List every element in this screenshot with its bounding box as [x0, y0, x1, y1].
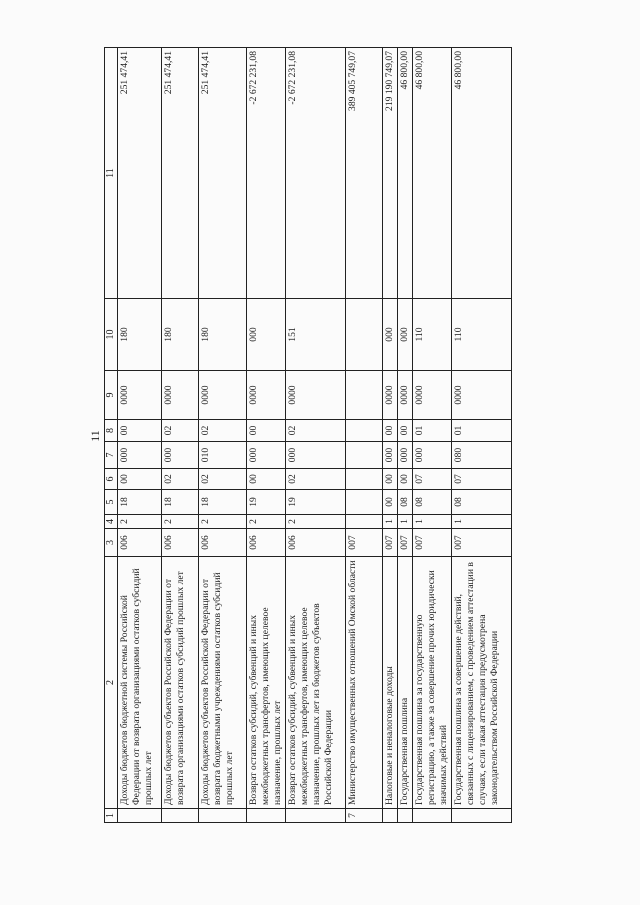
row-name: Доходы бюджетов бюджетной системы Российской Федерации от возврата организациями остатков субсидий прошлых лет — [118, 557, 162, 809]
code-article — [346, 469, 383, 490]
row-name: Доходы бюджетов субъектов Российской Федерации от возврата организациями остатков субсидий прошлых лет — [162, 557, 199, 809]
admin-code: 007 — [452, 529, 512, 557]
row-number — [162, 809, 199, 823]
budget-revenue-table — [104, 47, 512, 823]
admin-code: 007 — [398, 529, 413, 557]
code-group: 2 — [247, 515, 286, 529]
code-article: 07 — [413, 469, 452, 490]
code-subarticle: 080 — [452, 442, 512, 469]
row-amount: 46 800,00 — [452, 48, 512, 299]
table-row — [346, 48, 383, 823]
code-group: 1 — [383, 515, 398, 529]
table-header-row — [105, 48, 118, 823]
code-element: 02 — [286, 420, 346, 442]
row-number — [247, 809, 286, 823]
code-article: 02 — [162, 469, 199, 490]
code-group: 1 — [398, 515, 413, 529]
column-header: 8 — [105, 420, 118, 442]
row-number — [413, 809, 452, 823]
code-element: 00 — [383, 420, 398, 442]
code-subarticle: 000 — [118, 442, 162, 469]
row-name: Возврат остатков субсидий, субвенций и иных межбюджетных трансфертов, имеющих целевое назначение, прошлых лет из бюджетов субъектов Российской Федерации — [286, 557, 346, 809]
page-number: 11 — [88, 430, 102, 442]
code-element: 02 — [199, 420, 247, 442]
column-header: 9 — [105, 371, 118, 420]
code-article: 00 — [383, 469, 398, 490]
code-economic: 180 — [118, 299, 162, 371]
code-element: 01 — [452, 420, 512, 442]
code-economic: 000 — [383, 299, 398, 371]
code-subgroup: 08 — [452, 490, 512, 515]
code-element — [346, 420, 383, 442]
code-group: 1 — [413, 515, 452, 529]
row-name: Возврат остатков субсидий, субвенций и иных межбюджетных трансфертов, имеющих целевое назначение, прошлых лет — [247, 557, 286, 809]
row-number — [398, 809, 413, 823]
row-name: Министерство имущественных отношений Омской области — [346, 557, 383, 809]
code-group: 2 — [199, 515, 247, 529]
code-program: 0000 — [286, 371, 346, 420]
admin-code: 006 — [199, 529, 247, 557]
code-program: 0000 — [247, 371, 286, 420]
code-program: 0000 — [398, 371, 413, 420]
table-row — [199, 48, 247, 823]
row-amount: 219 190 749,07 — [383, 48, 398, 299]
code-subarticle: 000 — [383, 442, 398, 469]
rotated-page-content — [88, 48, 523, 823]
table-row — [398, 48, 413, 823]
code-group — [346, 515, 383, 529]
column-header: 5 — [105, 490, 118, 515]
code-subgroup: 18 — [162, 490, 199, 515]
code-element: 00 — [247, 420, 286, 442]
admin-code: 006 — [118, 529, 162, 557]
code-economic: 110 — [452, 299, 512, 371]
admin-code: 007 — [346, 529, 383, 557]
code-program: 0000 — [199, 371, 247, 420]
code-program: 0000 — [118, 371, 162, 420]
row-amount: 251 474,41 — [118, 48, 162, 299]
code-program: 0000 — [452, 371, 512, 420]
row-amount: -2 672 231,08 — [286, 48, 346, 299]
code-program: 0000 — [162, 371, 199, 420]
code-economic: 180 — [199, 299, 247, 371]
code-program: 0000 — [383, 371, 398, 420]
row-number — [383, 809, 398, 823]
code-economic — [346, 299, 383, 371]
code-group: 2 — [286, 515, 346, 529]
code-subarticle: 000 — [162, 442, 199, 469]
code-subarticle: 000 — [286, 442, 346, 469]
row-amount: 46 800,00 — [413, 48, 452, 299]
code-article: 00 — [247, 469, 286, 490]
code-group: 2 — [118, 515, 162, 529]
row-number — [118, 809, 162, 823]
table-row — [247, 48, 286, 823]
row-number — [199, 809, 247, 823]
row-amount: 389 405 749,07 — [346, 48, 383, 299]
row-number — [452, 809, 512, 823]
code-element: 02 — [162, 420, 199, 442]
code-program — [346, 371, 383, 420]
code-article: 00 — [398, 469, 413, 490]
code-subgroup: 18 — [199, 490, 247, 515]
row-amount: 251 474,41 — [162, 48, 199, 299]
row-name: Налоговые и неналоговые доходы — [383, 557, 398, 809]
admin-code: 006 — [247, 529, 286, 557]
code-article: 02 — [286, 469, 346, 490]
code-group: 1 — [452, 515, 512, 529]
code-subgroup: 19 — [286, 490, 346, 515]
table-row — [286, 48, 346, 823]
column-header: 7 — [105, 442, 118, 469]
code-economic: 000 — [398, 299, 413, 371]
table-row — [452, 48, 512, 823]
row-name: Государственная пошлина — [398, 557, 413, 809]
code-subarticle: 010 — [199, 442, 247, 469]
column-header: 2 — [105, 557, 118, 809]
table-row — [383, 48, 398, 823]
row-amount: 46 800,00 — [398, 48, 413, 299]
code-subgroup: 08 — [413, 490, 452, 515]
code-economic: 180 — [162, 299, 199, 371]
code-subgroup: 08 — [398, 490, 413, 515]
table-row — [162, 48, 199, 823]
code-subgroup: 18 — [118, 490, 162, 515]
code-subarticle: 000 — [413, 442, 452, 469]
row-amount: 251 474,41 — [199, 48, 247, 299]
column-header: 4 — [105, 515, 118, 529]
column-header: 1 — [105, 809, 118, 823]
admin-code: 006 — [162, 529, 199, 557]
code-element: 00 — [398, 420, 413, 442]
code-article: 07 — [452, 469, 512, 490]
column-header: 11 — [105, 48, 118, 299]
column-header: 3 — [105, 529, 118, 557]
code-subarticle — [346, 442, 383, 469]
admin-code: 007 — [383, 529, 398, 557]
code-program: 0000 — [413, 371, 452, 420]
code-subarticle: 000 — [398, 442, 413, 469]
admin-code: 007 — [413, 529, 452, 557]
code-subgroup: 19 — [247, 490, 286, 515]
code-group: 2 — [162, 515, 199, 529]
code-subgroup: 00 — [383, 490, 398, 515]
row-name: Доходы бюджетов субъектов Российской Федерации от возврата бюджетными учреждениями остатков субсидий прошлых лет — [199, 557, 247, 809]
table-body — [118, 48, 512, 823]
code-element: 01 — [413, 420, 452, 442]
code-subgroup — [346, 490, 383, 515]
row-name: Государственная пошлина за совершение действий, связанных с лицензированием, с проведением аттестации в случаях, если такая аттестация предусмотрена законодательством Российской Федерации — [452, 557, 512, 809]
code-article: 02 — [199, 469, 247, 490]
code-article: 00 — [118, 469, 162, 490]
row-number — [286, 809, 346, 823]
row-number: 7 — [346, 809, 383, 823]
code-subarticle: 000 — [247, 442, 286, 469]
row-amount: -2 672 231,08 — [247, 48, 286, 299]
table-row — [413, 48, 452, 823]
code-economic: 110 — [413, 299, 452, 371]
code-economic: 151 — [286, 299, 346, 371]
code-element: 00 — [118, 420, 162, 442]
column-header: 10 — [105, 299, 118, 371]
code-economic: 000 — [247, 299, 286, 371]
table-row — [118, 48, 162, 823]
row-name: Государственная пошлина за государственную регистрацию, а также за совершение прочих юридически значимых действий — [413, 557, 452, 809]
admin-code: 006 — [286, 529, 346, 557]
column-header: 6 — [105, 469, 118, 490]
